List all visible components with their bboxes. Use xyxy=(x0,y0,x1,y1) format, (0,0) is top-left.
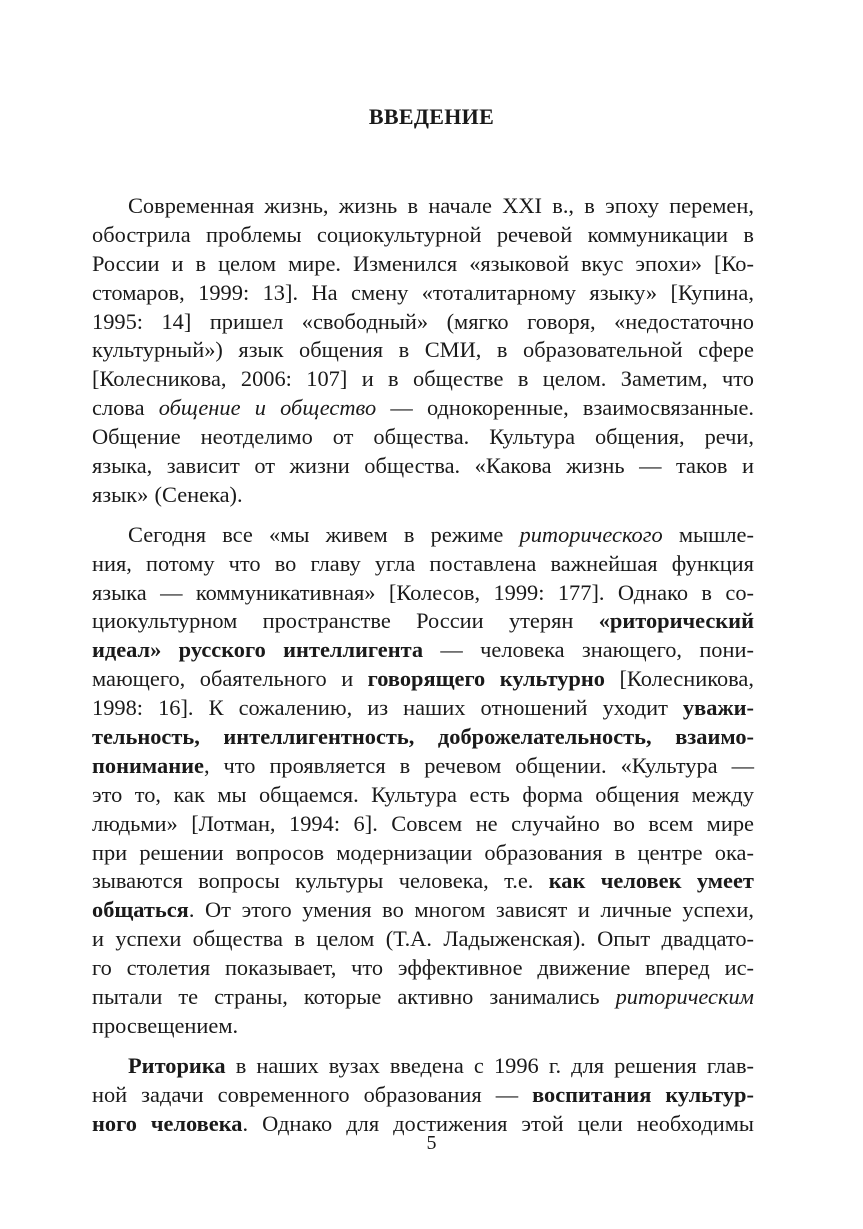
text-line xyxy=(92,839,754,868)
word: и xyxy=(171,250,184,276)
word: культур- xyxy=(665,1081,754,1107)
text-line xyxy=(92,1052,754,1081)
word: К xyxy=(208,695,224,721)
word: и xyxy=(92,926,104,952)
word: в., xyxy=(552,193,575,218)
page-number: 5 xyxy=(426,1132,437,1154)
word: важнейшая xyxy=(550,550,658,576)
word: необходимы xyxy=(636,1110,754,1136)
word: мире xyxy=(706,810,754,836)
text-line xyxy=(92,452,754,481)
text-line xyxy=(92,423,754,452)
word: глав- xyxy=(706,1052,754,1078)
paragraph xyxy=(92,192,754,510)
word: го xyxy=(92,955,112,981)
word: общества. xyxy=(373,424,470,450)
word: «тоталитарному xyxy=(421,279,576,305)
word: показывает, xyxy=(224,955,337,981)
word: все xyxy=(222,521,253,547)
text-line xyxy=(92,579,754,608)
word: коммуникативная» xyxy=(195,579,376,605)
text-line xyxy=(92,896,754,925)
word: человек xyxy=(600,868,682,894)
word: наших xyxy=(256,1052,319,1078)
word: всем xyxy=(648,810,694,836)
word: в xyxy=(614,839,626,865)
word: ного xyxy=(92,1110,137,1136)
word: г. xyxy=(548,1052,562,1078)
word: целом xyxy=(218,250,277,276)
word: зависят xyxy=(495,897,568,923)
word: общество xyxy=(280,395,377,421)
word: 1995: xyxy=(92,308,144,334)
word: не xyxy=(475,810,498,836)
word: задачи xyxy=(141,1081,204,1107)
word: «свободный» xyxy=(301,308,429,334)
word: риторического xyxy=(519,521,663,547)
word: 1999: xyxy=(493,579,545,605)
word: образования xyxy=(363,1081,482,1107)
word: в xyxy=(195,250,207,276)
word: угла xyxy=(374,550,416,576)
word: утерян xyxy=(508,608,574,634)
word: что xyxy=(228,550,261,576)
word: — xyxy=(440,637,463,663)
word: зываются xyxy=(92,868,183,894)
word: и xyxy=(341,666,354,692)
word: жизнь xyxy=(338,193,398,218)
word: [Лотман, xyxy=(191,810,276,836)
word: общества. xyxy=(364,453,461,479)
word: те xyxy=(178,984,199,1010)
word: говоря, xyxy=(527,308,596,334)
word: — xyxy=(731,752,754,778)
word: то, xyxy=(134,781,162,807)
word: пони- xyxy=(699,637,754,663)
word: ния, xyxy=(92,550,132,576)
text-line xyxy=(92,694,754,723)
word: России xyxy=(416,608,484,634)
word: современного xyxy=(217,1081,350,1107)
word: многом xyxy=(414,897,486,923)
word: случайно xyxy=(511,810,600,836)
text-line xyxy=(92,394,754,423)
word: стомаров, xyxy=(92,279,185,305)
word: От xyxy=(205,897,231,923)
word: языку» xyxy=(589,279,658,305)
word: «языковой xyxy=(469,250,570,276)
word: «мы xyxy=(269,521,310,547)
word: успехи, xyxy=(682,897,754,923)
word: жизнь, xyxy=(264,193,329,218)
word: движение xyxy=(537,955,631,981)
word: говорящего xyxy=(367,666,486,692)
word: понимание, xyxy=(92,752,210,778)
word: общения, xyxy=(594,424,685,450)
word: потому xyxy=(146,550,215,576)
word: общаться. xyxy=(92,897,195,923)
word: активно xyxy=(397,984,474,1010)
word: языка, xyxy=(92,453,153,479)
text-line xyxy=(92,983,754,1012)
word: вопросов xyxy=(235,839,325,865)
word: т.е. xyxy=(504,868,534,894)
word: в xyxy=(398,337,410,363)
word: мире. xyxy=(288,250,341,276)
word: языка xyxy=(92,579,147,605)
word: XXI xyxy=(502,193,542,218)
text-line xyxy=(92,250,754,279)
word: человека, xyxy=(398,868,489,894)
word: ока- xyxy=(714,839,754,865)
word: обострила xyxy=(92,221,191,247)
word: которые xyxy=(303,984,382,1010)
text-line xyxy=(92,308,754,337)
text-line xyxy=(92,279,754,308)
text-line xyxy=(92,521,754,550)
word: этой xyxy=(521,1110,564,1136)
word: ной xyxy=(92,1081,128,1107)
word: 14] xyxy=(161,308,192,334)
text-line xyxy=(92,365,754,394)
word: однокоренные, xyxy=(426,395,569,421)
word: в xyxy=(743,221,754,247)
word: общения xyxy=(595,781,680,807)
word: общение xyxy=(158,395,241,421)
word: 177]. xyxy=(557,579,605,605)
word: для xyxy=(571,1052,605,1078)
word: мышле- xyxy=(678,521,754,547)
word: как xyxy=(173,781,205,807)
word: 16]. xyxy=(158,695,194,721)
word: этого xyxy=(241,897,292,923)
word: России xyxy=(92,250,160,276)
word: решении xyxy=(139,839,224,865)
word: модернизации xyxy=(336,839,473,865)
word: Современная xyxy=(128,193,255,218)
word: проявляется xyxy=(269,752,386,778)
word: [Купина, xyxy=(670,279,754,305)
word: успехи xyxy=(115,926,182,952)
text-line xyxy=(92,867,754,896)
word: язык» xyxy=(92,481,149,507)
text-line xyxy=(92,665,754,694)
word: живем xyxy=(325,521,388,547)
word: в xyxy=(517,366,529,392)
word: знающего, xyxy=(581,637,682,663)
word: СМИ, xyxy=(424,337,482,363)
word: неотделимо xyxy=(200,424,313,450)
text-line xyxy=(92,1081,754,1110)
word: образовательной xyxy=(523,337,683,363)
word: речи, xyxy=(704,424,754,450)
word: воспитания xyxy=(532,1081,652,1107)
word: Общение xyxy=(92,424,181,450)
word: общении. xyxy=(515,752,607,778)
word: образования xyxy=(484,839,603,865)
word: 1996 xyxy=(493,1052,539,1078)
word: что xyxy=(223,752,256,778)
paragraph-gap xyxy=(92,510,754,521)
word: в xyxy=(403,521,415,547)
text-line xyxy=(92,781,754,810)
word: (Т.А. xyxy=(385,926,432,952)
paragraph xyxy=(92,1052,754,1139)
word: зависит xyxy=(166,453,240,479)
word: 2006: xyxy=(240,366,292,392)
text-line xyxy=(92,481,754,510)
word: умения xyxy=(302,897,372,923)
word: 1994: xyxy=(289,810,341,836)
word: в xyxy=(294,926,305,952)
word: (Сенека). xyxy=(154,481,243,507)
word: Опыт xyxy=(597,926,651,952)
word: язык xyxy=(238,337,284,363)
word: есть xyxy=(469,781,510,807)
word: тельность, xyxy=(92,724,200,750)
word: режиме xyxy=(430,521,504,547)
word: начале xyxy=(428,193,492,218)
word: [Колесов, xyxy=(388,579,481,605)
word: пространстве xyxy=(262,608,391,634)
word: социокультурной xyxy=(316,221,482,247)
word: введена xyxy=(389,1052,464,1078)
word: вкус xyxy=(581,250,624,276)
word: между xyxy=(691,781,754,807)
word: На xyxy=(311,279,338,305)
word: людьми» xyxy=(92,810,178,836)
word: в xyxy=(407,193,419,218)
word: эффективное xyxy=(397,955,523,981)
word: мающего, xyxy=(92,666,186,692)
paragraph-gap xyxy=(92,1041,754,1052)
word: это xyxy=(92,781,123,807)
word: интеллигента xyxy=(283,637,424,663)
word: для xyxy=(346,1110,380,1136)
body-text xyxy=(92,192,754,1139)
text-line xyxy=(92,607,754,636)
word: взаимосвязанные. xyxy=(582,395,754,421)
word: речевой xyxy=(496,221,573,247)
word: при xyxy=(92,839,128,865)
word: общаемся. xyxy=(258,781,359,807)
word: — xyxy=(639,453,662,479)
word: обаятельного xyxy=(199,666,327,692)
text-line xyxy=(92,925,754,954)
word: человека xyxy=(480,637,565,663)
word: двадцато- xyxy=(661,926,754,952)
word: «Культура xyxy=(620,752,718,778)
word: культурный») xyxy=(92,337,223,363)
word: функция xyxy=(671,550,754,576)
word: циокультурном xyxy=(92,608,238,634)
word: культурно xyxy=(499,666,605,692)
word: эпоху xyxy=(605,193,659,218)
word: проблемы xyxy=(205,221,302,247)
paragraph xyxy=(92,521,754,1041)
word: от xyxy=(254,453,275,479)
word: культуры xyxy=(295,868,384,894)
word: отношений xyxy=(480,695,588,721)
text-line xyxy=(92,192,754,221)
word: что xyxy=(721,366,754,392)
word: — xyxy=(495,1081,519,1107)
word: главу xyxy=(310,550,361,576)
word: «Какова xyxy=(474,453,552,479)
word: в xyxy=(399,752,411,778)
word: Заметим, xyxy=(620,366,708,392)
word: вопросы xyxy=(198,868,280,894)
text-line xyxy=(92,221,754,250)
word: Однако xyxy=(617,579,689,605)
word: в xyxy=(388,366,399,392)
word: личные xyxy=(600,897,672,923)
text-line xyxy=(92,723,754,752)
word: таков xyxy=(675,453,728,479)
word: русского xyxy=(178,637,266,663)
word: ис- xyxy=(724,955,754,981)
word: цели xyxy=(577,1110,623,1136)
word: просвещением. xyxy=(92,1012,239,1038)
word: вузах xyxy=(328,1052,380,1078)
word: мы xyxy=(217,781,247,807)
word: обществе xyxy=(413,366,504,392)
word: наших xyxy=(403,695,466,721)
word: интеллигентность, xyxy=(223,724,415,750)
word: [Колесникова, xyxy=(619,666,754,692)
word: из xyxy=(367,695,389,721)
word: и xyxy=(254,395,266,421)
word: 107] xyxy=(306,366,348,392)
word: смену xyxy=(351,279,409,305)
word: [Колесникова, xyxy=(92,366,227,392)
word: — xyxy=(160,579,183,605)
word: пришел xyxy=(209,308,284,334)
word: жизни xyxy=(289,453,350,479)
word: сфере xyxy=(698,337,754,363)
word: в xyxy=(701,579,712,605)
word: Ладыженская). xyxy=(443,926,586,952)
word: уходит xyxy=(602,695,668,721)
word: Сегодня xyxy=(128,521,206,547)
word: умеет xyxy=(696,868,754,894)
word: речевом xyxy=(424,752,502,778)
word: Культура xyxy=(489,424,576,450)
word: взаимо- xyxy=(675,724,754,750)
word: во xyxy=(274,550,297,576)
word: со- xyxy=(725,579,754,605)
word: доброжелательность, xyxy=(437,724,652,750)
word: (мягко xyxy=(446,308,509,334)
word: уважи- xyxy=(682,695,754,721)
word: перемен, xyxy=(669,193,754,218)
word: человека. xyxy=(150,1110,249,1136)
word: центре xyxy=(637,839,703,865)
word: форма xyxy=(522,781,583,807)
word: в xyxy=(584,193,595,218)
word: Совсем xyxy=(391,810,463,836)
word: и xyxy=(741,453,754,479)
word: и xyxy=(361,366,374,392)
word: целом xyxy=(316,926,375,952)
text-line xyxy=(92,810,754,839)
word: вперед xyxy=(645,955,710,981)
word: что xyxy=(351,955,384,981)
word: общения xyxy=(299,337,384,363)
word: как xyxy=(548,868,586,894)
word: пытали xyxy=(92,984,163,1010)
word: 6]. xyxy=(353,810,378,836)
text-line xyxy=(92,954,754,983)
word: решения xyxy=(614,1052,697,1078)
text-line xyxy=(92,336,754,365)
word: жизнь xyxy=(566,453,625,479)
word: во xyxy=(613,810,635,836)
word: эпохи» xyxy=(635,250,702,276)
text-line xyxy=(92,550,754,579)
word: 1999: xyxy=(198,279,250,305)
page-title: ВВЕДЕНИЕ xyxy=(368,104,495,129)
word: во xyxy=(382,897,404,923)
text-line xyxy=(92,1012,754,1041)
word: коммуникации xyxy=(587,221,729,247)
word: от xyxy=(332,424,354,450)
word: с xyxy=(473,1052,484,1078)
word: в xyxy=(235,1052,247,1078)
word: страны, xyxy=(214,984,288,1010)
word: достижения xyxy=(393,1110,508,1136)
word: «риторический xyxy=(598,608,754,634)
text-line xyxy=(92,636,754,665)
word: — xyxy=(390,395,413,421)
word: Риторика xyxy=(128,1052,226,1078)
word: общества xyxy=(192,926,283,952)
word: сожалению, xyxy=(238,695,353,721)
word: риторическим xyxy=(615,984,754,1010)
word: и xyxy=(577,897,590,923)
word: Однако xyxy=(262,1110,333,1136)
word: «недостаточно xyxy=(614,308,754,334)
word: поставлена xyxy=(429,550,537,576)
word: занимались xyxy=(489,984,600,1010)
word: столетия xyxy=(126,955,211,981)
word: слова xyxy=(92,395,145,421)
word: 13]. xyxy=(262,279,299,305)
word: Изменился xyxy=(353,250,458,276)
word: целом. xyxy=(542,366,607,392)
word: в xyxy=(496,337,508,363)
word: 1998: xyxy=(92,695,144,721)
word: [Ко- xyxy=(714,250,754,276)
word: идеал» xyxy=(92,637,162,663)
word: Культура xyxy=(371,781,457,807)
text-line xyxy=(92,752,754,781)
